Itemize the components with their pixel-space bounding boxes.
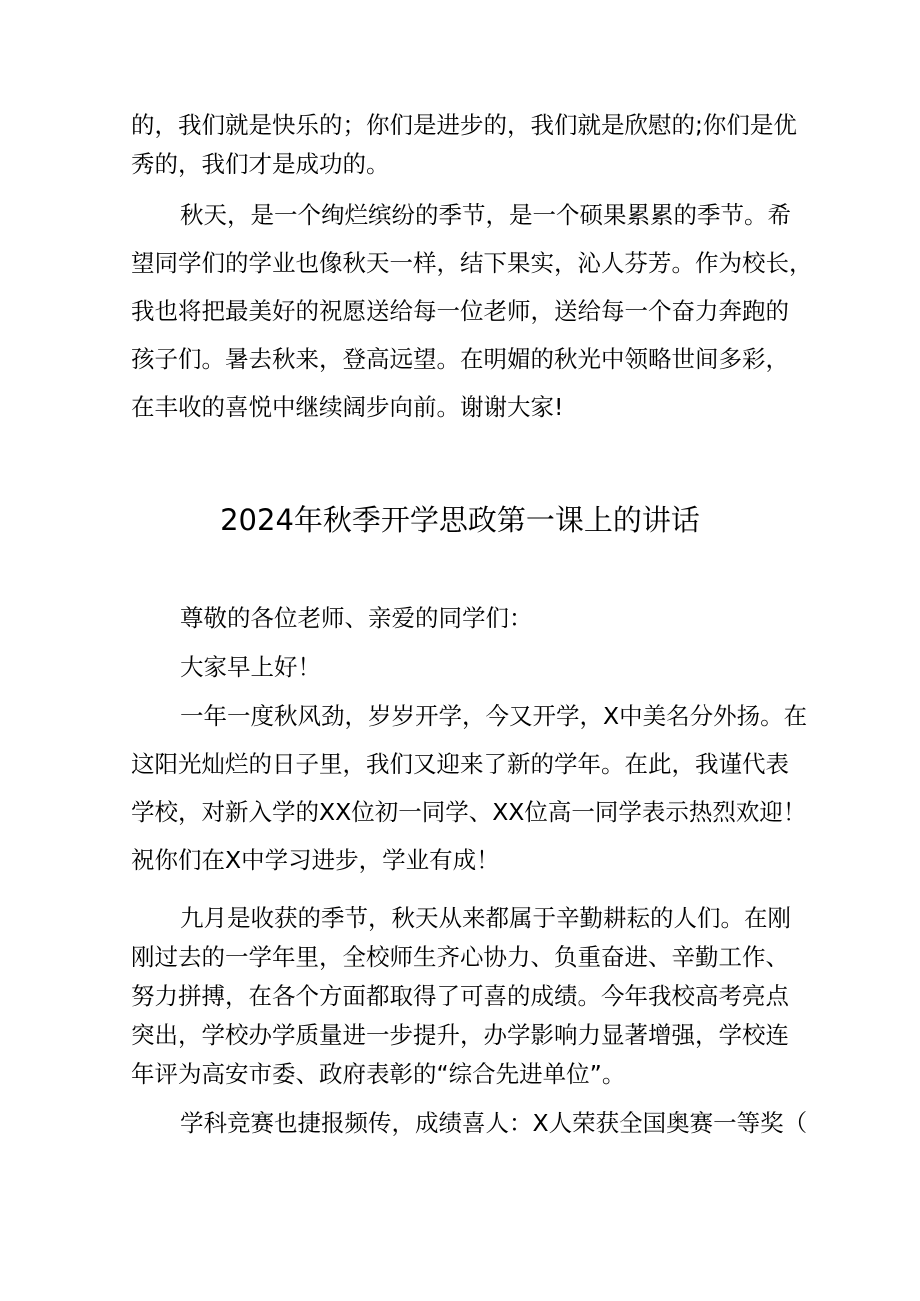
text-line: 努力拼搏，在各个方面都取得了可喜的成绩。今年我校高考亮点 [131,982,789,1010]
text-line: 这阳光灿烂的日子里，我们又迎来了新的学年。在此，我谨代表 [131,750,789,778]
page-title: 2024年秋季开学思政第一课上的讲话 [220,503,700,537]
greeting: 大家早上好！ [180,653,321,681]
text-line: 祝你们在X中学习进步，学业有成！ [131,846,500,874]
text-line: 我也将把最美好的祝愿送给每一位老师，送给每一个奋力奔跑的 [131,297,789,325]
text-line: 秀的，我们才是成功的。 [131,150,390,178]
text-line: 一年一度秋风劲，岁岁开学，今又开学，X中美名分外扬。在 [180,702,808,730]
text-line: 孩子们。暑去秋来，登高远望。在明媚的秋光中领略世间多彩， [131,345,789,373]
text-line: 的，我们就是快乐的；你们是进步的，我们就是欣慰的;你们是优 [131,111,797,139]
text-line: 望同学们的学业也像秋天一样，结下果实，沁人芬芳。作为校长， [131,249,813,277]
text-line: 刚过去的一学年里，全校师生齐心协力、负重奋进、辛勤工作、 [131,943,789,971]
text-line: 秋天，是一个绚烂缤纷的季节，是一个硕果累累的季节。希 [180,201,791,229]
text-line: 学校，对新入学的XX位初一同学、XX位高一同学表示热烈欢迎！ [131,798,807,826]
text-line: 九月是收获的季节，秋天从来都属于辛勤耕耘的人们。在刚 [180,904,791,932]
salutation: 尊敬的各位老师、亲爱的同学们： [180,604,533,632]
text-line: 年评为高安市委、政府表彰的“综合先进单位”。 [131,1060,626,1088]
text-line: 在丰收的喜悦中继续阔步向前。谢谢大家! [131,393,564,421]
text-line: 突出，学校办学质量进一步提升，办学影响力显著增强，学校连 [131,1021,789,1049]
text-line: 学科竞赛也捷报频传，成绩喜人：X人荣获全国奥赛一等奖（ [180,1109,808,1137]
